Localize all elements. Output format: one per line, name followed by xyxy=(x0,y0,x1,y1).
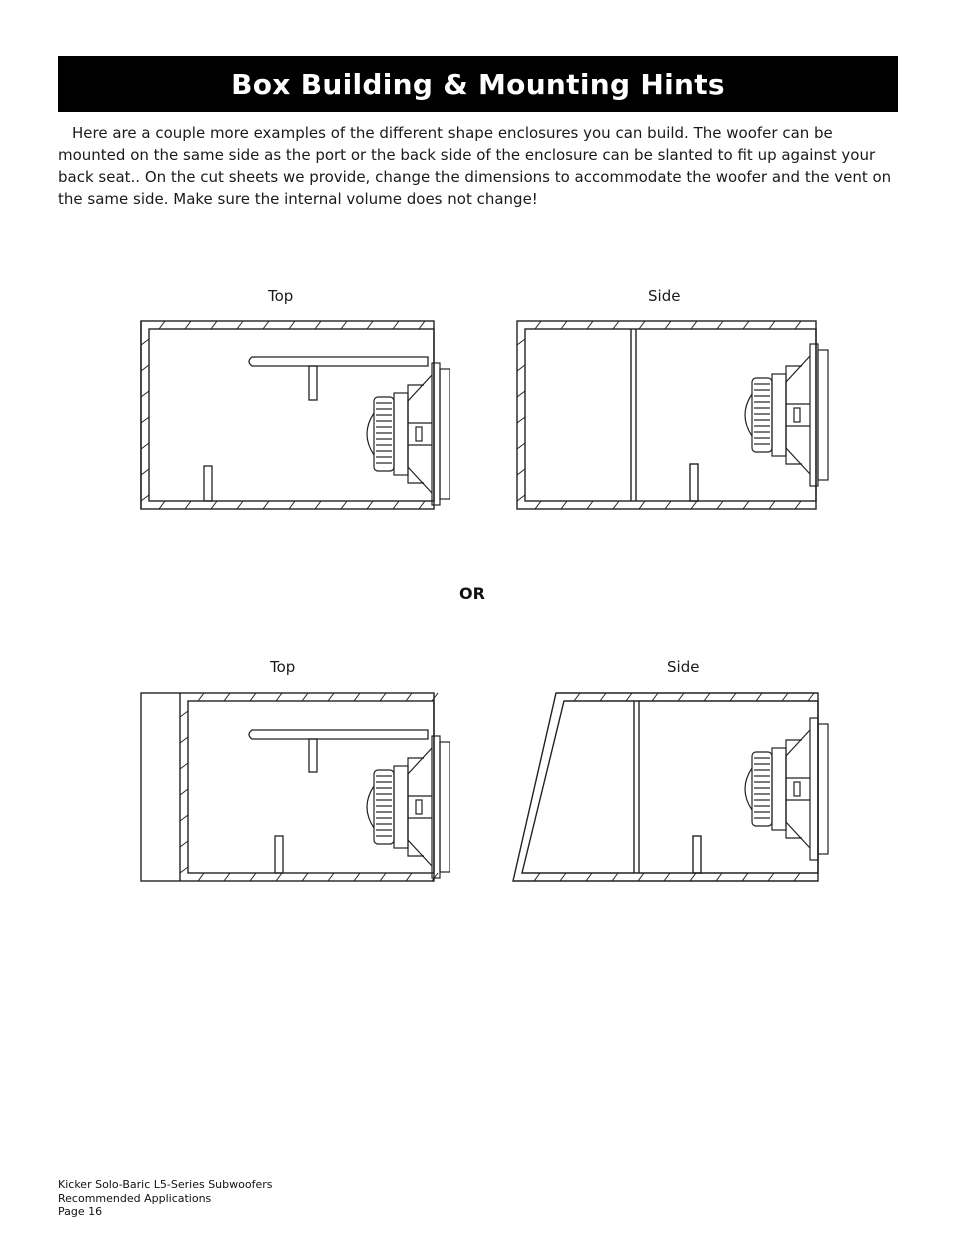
row1-top-label: Top xyxy=(268,287,294,305)
row2-side-label: Side xyxy=(667,658,700,676)
woofer-icon xyxy=(367,363,450,505)
row2-top-diagram xyxy=(138,690,450,884)
row1-side-diagram xyxy=(514,318,832,512)
intro-paragraph: Here are a couple more examples of the different shape enclosures you can build. The woofer can be mounted on the same side as the port or the back side of the enclosure can be slanted to fit up against your back seat.. On the cut sheets we provide, change the dimensions to accommodate the woofer and the vent on the same side. Make sure the internal volume does not change! xyxy=(58,124,892,208)
page-title: Box Building & Mounting Hints xyxy=(231,67,725,101)
row2-top-label: Top xyxy=(270,658,296,676)
woofer-icon xyxy=(367,736,450,878)
title-banner xyxy=(58,56,898,112)
row1-side-label: Side xyxy=(648,287,681,305)
row1-top-diagram xyxy=(138,318,450,512)
page-footer xyxy=(58,1178,272,1219)
footer-product: Kicker Solo-Baric L5-Series Subwoofers xyxy=(58,1178,273,1191)
row2-side-diagram xyxy=(510,690,832,884)
wall-hatch xyxy=(517,321,801,509)
wall-hatch xyxy=(180,693,438,881)
woofer-icon xyxy=(745,718,828,860)
footer-page-number: Page 16 xyxy=(58,1205,103,1218)
footer-section: Recommended Applications xyxy=(58,1191,212,1205)
or-separator: OR xyxy=(459,584,485,603)
